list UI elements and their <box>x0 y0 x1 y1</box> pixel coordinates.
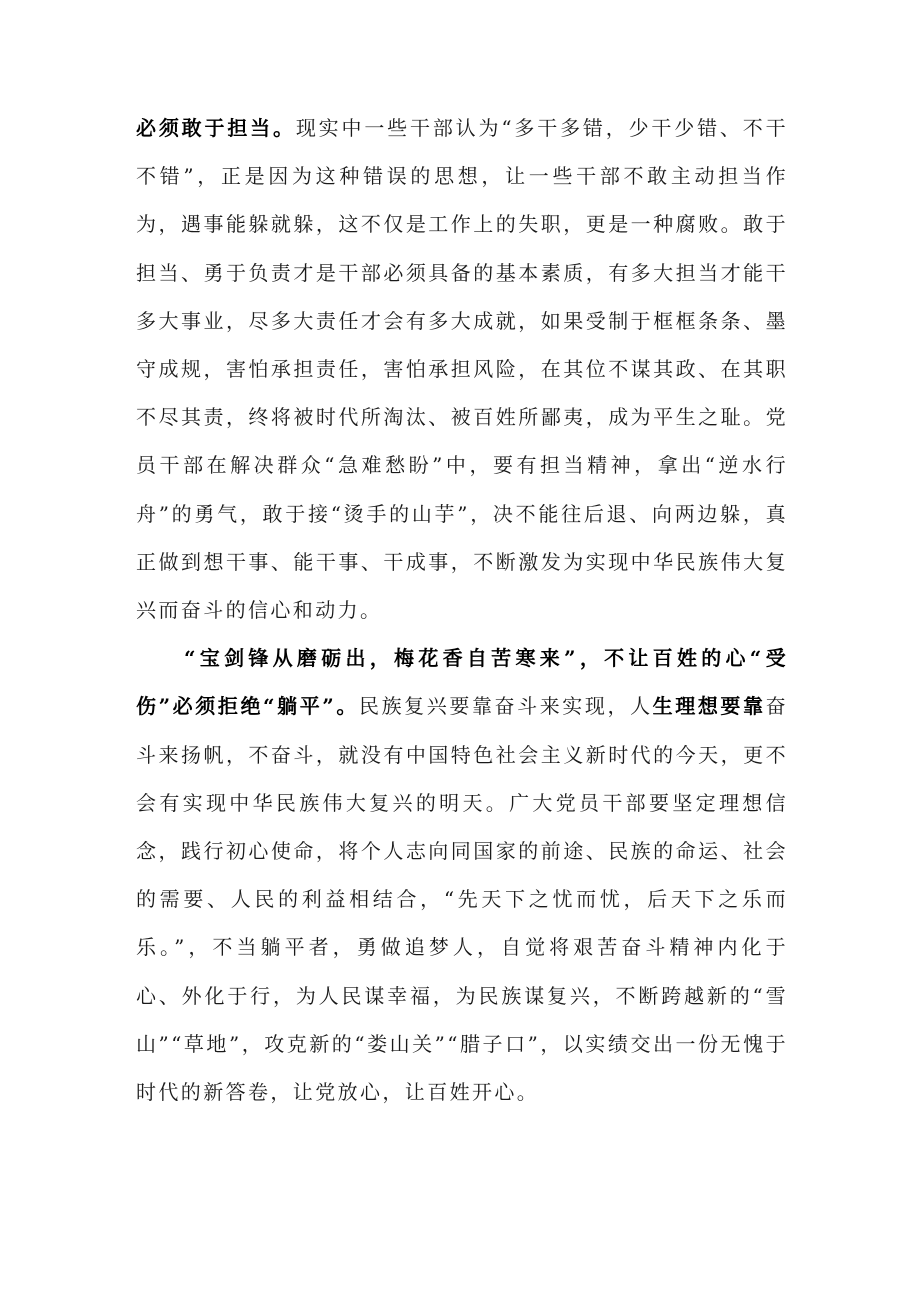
paragraph-lead-heading: “宝剑锋从磨砺出，梅花香自苦寒来”，不让百姓的心“受伤”必须拒绝“躺平”。 <box>136 646 788 719</box>
paragraph-lead-heading: 必须敢于担当。 <box>136 116 296 140</box>
paragraph-body-text: 民族复兴要靠奋斗来实现，人 <box>359 694 653 719</box>
paragraph-body-text: 奋斗来扬帆，不奋斗，就没有中国特色社会主义新时代的今天，更不会有实现中华民族伟大复兴的明天。广大党员干部要坚定理想信念，践行初心使命，将个人志向同国家的前途、民族的命运、社会的需要、人民的利益相结合，“先天下之忧而忧，后天下之乐而乐。”，不当躺平者，勇做追梦人，自觉将艰苦奋斗精神内化于心、外化于行，为人民谋幸福，为民族谋复兴，不断跨越新的“雪山”“草地”，攻克新的“娄山关”“腊子口”，以实绩交出一份无愧于时代的新答卷，让党放心，让百姓开心。 <box>136 694 789 1105</box>
paragraph-body-text: 现实中一些干部认为“多干多错，少干少错、不干不错”，正是因为这种错误的思想，让一些干部不敢主动担当作为，遇事能躲就躲，这不仅是工作上的失职，更是一种腐败。敢于担当、勇于负责才是干部必须具备的基本素质，有多大担当才能干多大事业，尽多大责任才会有多大成就，如果受制于框框条条、墨守成规，害怕承担责任，害怕承担风险，在其位不谋其政、在其职不尽其责，终将被时代所淘汰、被百姓所鄙夷，成为平生之耻。党员干部在解决群众“急难愁盼”中，要有担当精神，拿出“逆水行舟”的勇气，敢于接“烫手的山芋”，决不能往后退、向两边躲，真正做到想干事、能干事、干成事，不断激发为实现中华民族伟大复兴而奋斗的信心和动力。 <box>136 116 788 623</box>
document-body <box>136 104 788 1116</box>
paragraph-responsibility <box>136 104 788 634</box>
paragraph-struggle <box>136 634 788 1116</box>
paragraph-bold-phrase: 生理想要靠 <box>652 694 766 719</box>
